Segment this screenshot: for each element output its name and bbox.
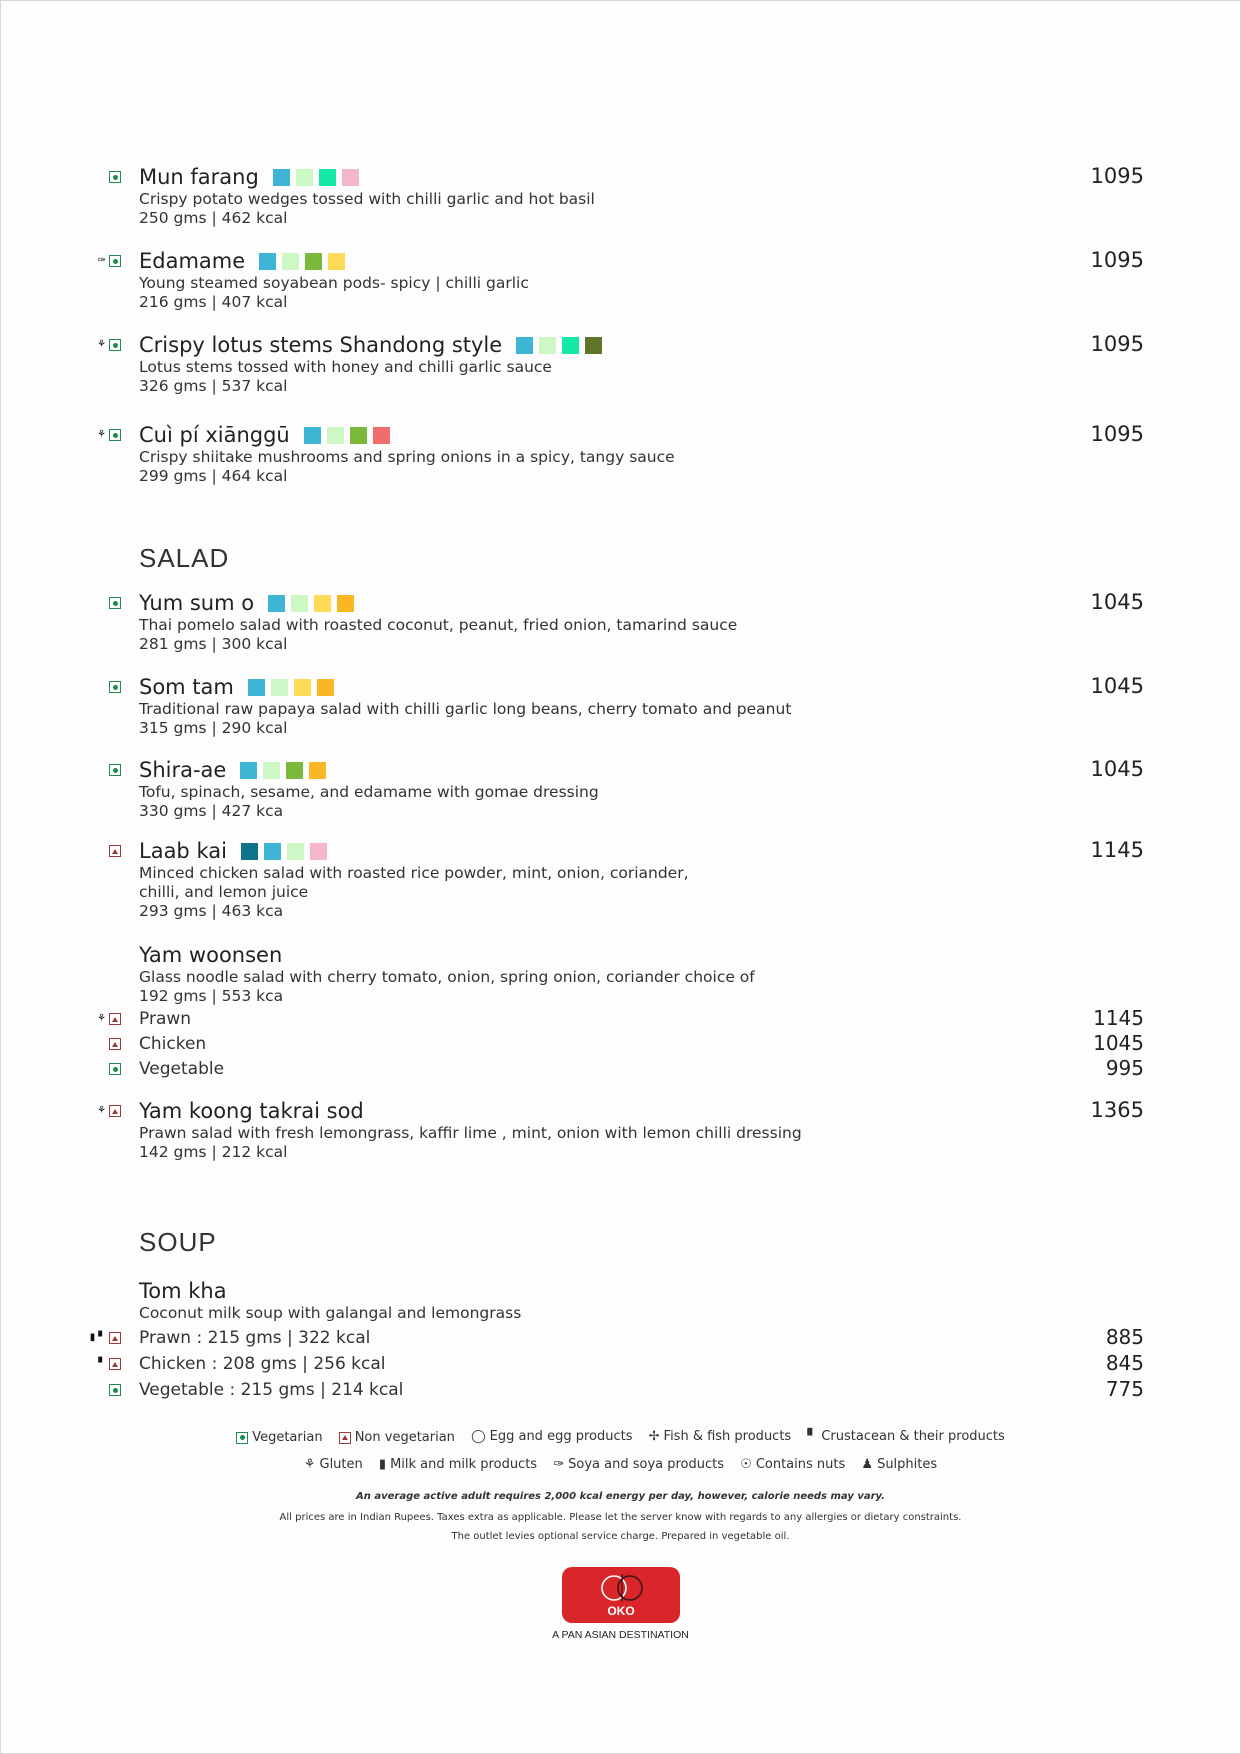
legend-sulphites <box>861 1457 937 1472</box>
menu-item-yam-koong-takrai-sod <box>97 1098 1149 1162</box>
legend-egg <box>471 1429 632 1444</box>
option-label: Chicken : 208 gms | 256 kcal <box>139 1354 386 1374</box>
swatch <box>241 843 258 860</box>
swatch <box>305 253 322 270</box>
option-price: 845 <box>1105 1351 1144 1375</box>
flavor-swatches <box>516 337 602 354</box>
flavor-swatches <box>273 169 359 186</box>
option-prawn <box>89 1328 371 1348</box>
vegetarian-icon <box>236 1432 248 1444</box>
item-description: Prawn salad with fresh lemongrass, kaffir lime , mint, onion with lemon chilli dressing <box>139 1124 802 1142</box>
legend-label: Sulphites <box>877 1457 938 1472</box>
item-description: Glass noodle salad with cherry tomato, onion, spring onion, coriander choice of <box>139 968 755 986</box>
swatch <box>264 843 281 860</box>
gluten-icon: ⚘ <box>303 1457 316 1472</box>
menu-item-cui-pi-xianggu <box>97 422 1149 486</box>
flavor-swatches <box>248 679 334 696</box>
item-price: 1095 <box>1090 164 1144 188</box>
menu-item-mun-farang <box>139 164 1149 228</box>
swatch <box>271 679 288 696</box>
option-label: Prawn <box>139 1009 192 1029</box>
option-price: 775 <box>1105 1377 1144 1401</box>
swatch <box>328 253 345 270</box>
legend-label: Crustacean & their products <box>821 1429 1005 1444</box>
service-note: The outlet levies optional service charge. Prepared in vegetable oil. <box>451 1531 790 1542</box>
legend-label: Contains nuts <box>755 1457 846 1472</box>
section-heading-salad: SALAD <box>139 543 230 573</box>
swatch <box>273 169 290 186</box>
swatch <box>310 843 327 860</box>
legend-gluten <box>304 1457 363 1472</box>
swatch <box>282 253 299 270</box>
swatch <box>294 679 311 696</box>
flavor-swatches <box>240 762 326 779</box>
soya-icon: ✑ <box>97 255 106 266</box>
swatch <box>539 337 556 354</box>
prices-note: All prices are in Indian Rupees. Taxes extra as applicable. Please let the server know with regards to any allergies or dietary constraints. <box>279 1512 962 1523</box>
item-description: Young steamed soyabean pods- spicy | chilli garlic <box>139 274 529 292</box>
option-prawn <box>97 1009 192 1029</box>
item-price: 1045 <box>1090 674 1144 698</box>
item-name: Cuì pí xiānggū <box>139 423 290 447</box>
crustacean-icon: ▘ <box>98 1358 106 1369</box>
flavor-swatches <box>268 595 354 612</box>
item-meta: 315 gms | 290 kcal <box>139 719 288 737</box>
option-price: 1145 <box>1093 1006 1144 1030</box>
non-vegetarian-icon <box>109 1013 121 1025</box>
swatch <box>562 337 579 354</box>
crustacean-icon: ⚘ <box>97 1105 106 1116</box>
non-vegetarian-icon <box>109 1332 121 1344</box>
menu-item-shira-ae <box>139 757 1149 821</box>
legend-soya <box>553 1457 724 1472</box>
item-name: Tom kha <box>139 1279 227 1303</box>
menu-item-yam-woonsen <box>139 942 1149 1006</box>
swatch <box>350 427 367 444</box>
milk-icon: ▮ <box>89 1332 96 1343</box>
item-meta: 299 gms | 464 kcal <box>139 467 288 485</box>
menu-item-crispy-lotus-stems <box>97 332 1149 396</box>
option-price: 885 <box>1105 1325 1144 1349</box>
legend-vegetarian <box>236 1430 322 1445</box>
legend-row-1 <box>1 1429 1240 1445</box>
option-label: Vegetable : 215 gms | 214 kcal <box>139 1380 404 1400</box>
item-description: Crispy potato wedges tossed with chilli garlic and hot basil <box>139 190 595 208</box>
swatch <box>259 253 276 270</box>
section-heading-soup: SOUP <box>139 1227 217 1257</box>
item-description: Crispy shiitake mushrooms and spring onions in a spicy, tangy sauce <box>139 448 675 466</box>
logo-rings-icon <box>592 1573 652 1603</box>
logo-text: OKO <box>607 1604 635 1618</box>
swatch <box>291 595 308 612</box>
vegetarian-icon <box>109 429 121 441</box>
tagline: A PAN ASIAN DESTINATION <box>552 1629 689 1641</box>
vegetarian-icon <box>109 764 121 776</box>
non-vegetarian-icon <box>109 1358 121 1370</box>
legend-milk <box>379 1457 537 1472</box>
non-vegetarian-icon <box>109 1105 121 1117</box>
option-chicken <box>98 1354 386 1374</box>
item-price: 1095 <box>1090 332 1144 356</box>
item-price: 1045 <box>1090 590 1144 614</box>
vegetarian-icon <box>109 1384 121 1396</box>
legend-non-vegetarian <box>339 1430 455 1445</box>
swatch <box>373 427 390 444</box>
swatch <box>319 169 336 186</box>
menu-item-som-tam <box>139 674 1149 738</box>
vegetarian-icon <box>109 1063 121 1075</box>
item-price: 1095 <box>1090 422 1144 446</box>
swatch <box>327 427 344 444</box>
crustacean-icon: ▘ <box>807 1429 818 1444</box>
item-name: Som tam <box>139 675 234 699</box>
item-meta: 330 gms | 427 kca <box>139 802 284 820</box>
legend-row-2 <box>1 1457 1240 1472</box>
swatch <box>337 595 354 612</box>
option-price: 995 <box>1105 1056 1144 1080</box>
gluten-icon: ⚘ <box>97 339 106 350</box>
legend-nuts <box>740 1457 845 1472</box>
option-label: Chicken <box>139 1034 207 1054</box>
swatch <box>287 843 304 860</box>
nuts-icon: ☉ <box>740 1457 752 1472</box>
non-vegetarian-icon <box>109 845 121 857</box>
swatch <box>342 169 359 186</box>
vegetarian-icon <box>109 255 121 267</box>
option-label: Prawn : 215 gms | 322 kcal <box>139 1328 371 1348</box>
item-description: Thai pomelo salad with roasted coconut, peanut, fried onion, tamarind sauce <box>139 616 738 634</box>
calorie-note: An average active adult requires 2,000 kcal energy per day, however, calorie needs may vary. <box>356 1491 885 1502</box>
item-description: Lotus stems tossed with honey and chilli garlic sauce <box>139 358 552 376</box>
item-description: Tofu, spinach, sesame, and edamame with gomae dressing <box>139 783 599 801</box>
legend-crustacean <box>807 1429 1004 1444</box>
item-meta: 216 gms | 407 kcal <box>139 293 288 311</box>
item-description: Coconut milk soup with galangal and lemongrass <box>139 1304 522 1322</box>
item-name: Laab kai <box>139 839 227 863</box>
item-name: Yam koong takrai sod <box>139 1099 364 1123</box>
swatch <box>314 595 331 612</box>
flavor-swatches <box>241 843 327 860</box>
legend-label: Milk and milk products <box>390 1457 538 1472</box>
swatch <box>240 762 257 779</box>
item-name: Shira-ae <box>139 758 227 782</box>
item-price: 1365 <box>1090 1098 1144 1122</box>
option-vegetable <box>139 1380 403 1400</box>
item-meta: 326 gms | 537 kcal <box>139 377 288 395</box>
vegetarian-icon <box>109 681 121 693</box>
menu-item-edamame <box>97 248 1149 312</box>
item-name: Yum sum o <box>139 591 255 615</box>
gluten-icon: ⚘ <box>97 429 106 440</box>
egg-icon: ◯ <box>471 1429 486 1444</box>
legend-fish <box>649 1429 792 1444</box>
swatch <box>585 337 602 354</box>
item-price: 1045 <box>1090 757 1144 781</box>
swatch <box>516 337 533 354</box>
swatch <box>296 169 313 186</box>
legend-label: Non vegetarian <box>354 1430 455 1445</box>
item-name: Edamame <box>139 249 246 273</box>
swatch <box>317 679 334 696</box>
item-meta: 192 gms | 553 kca <box>139 987 284 1005</box>
legend-label: Vegetarian <box>252 1430 323 1445</box>
option-label: Vegetable <box>139 1059 225 1079</box>
item-description-cont: chilli, and lemon juice <box>139 883 309 901</box>
fish-icon: ✢ <box>648 1429 660 1444</box>
crustacean-icon: ▘ <box>98 1332 106 1343</box>
vegetarian-icon <box>109 597 121 609</box>
milk-icon: ▮ <box>378 1457 387 1472</box>
non-vegetarian-icon <box>339 1432 351 1444</box>
legend-label: Fish & fish products <box>663 1429 792 1444</box>
item-meta: 293 gms | 463 kca <box>139 902 284 920</box>
legend-label: Soya and soya products <box>568 1457 725 1472</box>
legend-label: Egg and egg products <box>489 1429 633 1444</box>
flavor-swatches <box>259 253 345 270</box>
item-description: Minced chicken salad with roasted rice powder, mint, onion, coriander, <box>139 864 689 882</box>
menu-item-laab-kai <box>139 838 1149 921</box>
item-meta: 281 gms | 300 kcal <box>139 635 288 653</box>
item-price: 1145 <box>1090 838 1144 862</box>
swatch <box>248 679 265 696</box>
menu-item-yum-sum-o <box>139 590 1149 654</box>
menu-item-tom-kha <box>139 1278 1149 1323</box>
swatch <box>304 427 321 444</box>
swatch <box>309 762 326 779</box>
sulphites-icon: ♟ <box>861 1457 874 1472</box>
oko-logo <box>562 1567 680 1623</box>
item-name: Yam woonsen <box>139 943 283 967</box>
legend-label: Gluten <box>319 1457 363 1472</box>
option-vegetable <box>139 1059 224 1079</box>
item-meta: 250 gms | 462 kcal <box>139 209 288 227</box>
item-price: 1095 <box>1090 248 1144 272</box>
item-meta: 142 gms | 212 kcal <box>139 1143 288 1161</box>
option-price: 1045 <box>1093 1031 1144 1055</box>
item-description: Traditional raw papaya salad with chilli garlic long beans, cherry tomato and peanut <box>139 700 792 718</box>
swatch <box>268 595 285 612</box>
swatch <box>263 762 280 779</box>
vegetarian-icon <box>109 171 121 183</box>
item-name: Crispy lotus stems Shandong style <box>139 333 503 357</box>
vegetarian-icon <box>109 339 121 351</box>
crustacean-icon: ⚘ <box>97 1013 106 1024</box>
non-vegetarian-icon <box>109 1038 121 1050</box>
swatch <box>286 762 303 779</box>
flavor-swatches <box>304 427 390 444</box>
option-chicken <box>139 1034 206 1054</box>
soya-icon: ✑ <box>553 1457 565 1472</box>
item-name: Mun farang <box>139 165 259 189</box>
